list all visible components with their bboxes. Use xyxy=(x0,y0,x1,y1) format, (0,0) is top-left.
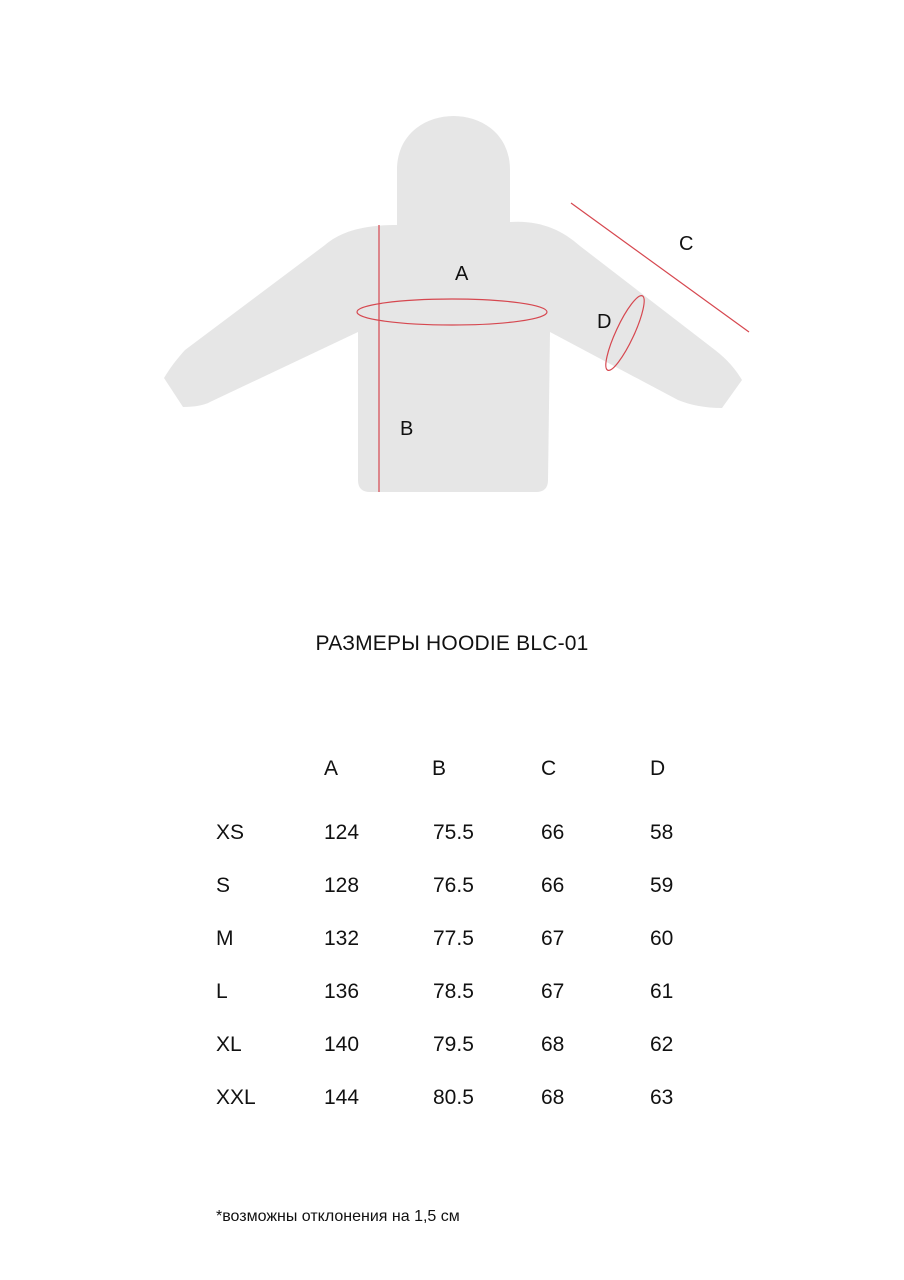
size-label: XXL xyxy=(216,1086,256,1109)
size-label: XL xyxy=(216,1033,242,1056)
value-c: 66 xyxy=(541,821,565,844)
value-b: 77.5 xyxy=(433,927,474,950)
footnote: *возможны отклонения на 1,5 см xyxy=(216,1208,460,1225)
label-d: D xyxy=(597,311,612,333)
value-c: 66 xyxy=(541,874,565,897)
value-c: 67 xyxy=(541,980,565,1003)
size-label: M xyxy=(216,927,234,950)
page-title: РАЗМЕРЫ HOODIE BLC-01 xyxy=(315,632,589,655)
value-d: 58 xyxy=(650,821,674,844)
size-label: XS xyxy=(216,821,245,844)
value-a: 144 xyxy=(324,1086,360,1109)
column-header-b: B xyxy=(432,757,447,780)
value-a: 136 xyxy=(324,980,360,1003)
column-header-d: D xyxy=(650,757,666,780)
value-b: 75.5 xyxy=(433,821,474,844)
size-label: L xyxy=(216,980,228,1003)
column-header-a: A xyxy=(324,757,339,780)
value-b: 78.5 xyxy=(433,980,474,1003)
value-d: 61 xyxy=(650,980,674,1003)
size-label: S xyxy=(216,874,231,897)
value-d: 62 xyxy=(650,1033,674,1056)
label-a: A xyxy=(455,263,469,285)
value-c: 68 xyxy=(541,1086,565,1109)
value-d: 60 xyxy=(650,927,674,950)
value-c: 67 xyxy=(541,927,565,950)
column-header-c: C xyxy=(541,757,557,780)
value-a: 128 xyxy=(324,874,360,897)
value-b: 80.5 xyxy=(433,1086,474,1109)
value-a: 132 xyxy=(324,927,360,950)
value-b: 76.5 xyxy=(433,874,474,897)
value-d: 63 xyxy=(650,1086,674,1109)
value-d: 59 xyxy=(650,874,674,897)
label-b: B xyxy=(400,418,414,440)
label-c: C xyxy=(679,233,694,255)
value-c: 68 xyxy=(541,1033,565,1056)
value-a: 124 xyxy=(324,821,360,844)
value-a: 140 xyxy=(324,1033,360,1056)
value-b: 79.5 xyxy=(433,1033,474,1056)
